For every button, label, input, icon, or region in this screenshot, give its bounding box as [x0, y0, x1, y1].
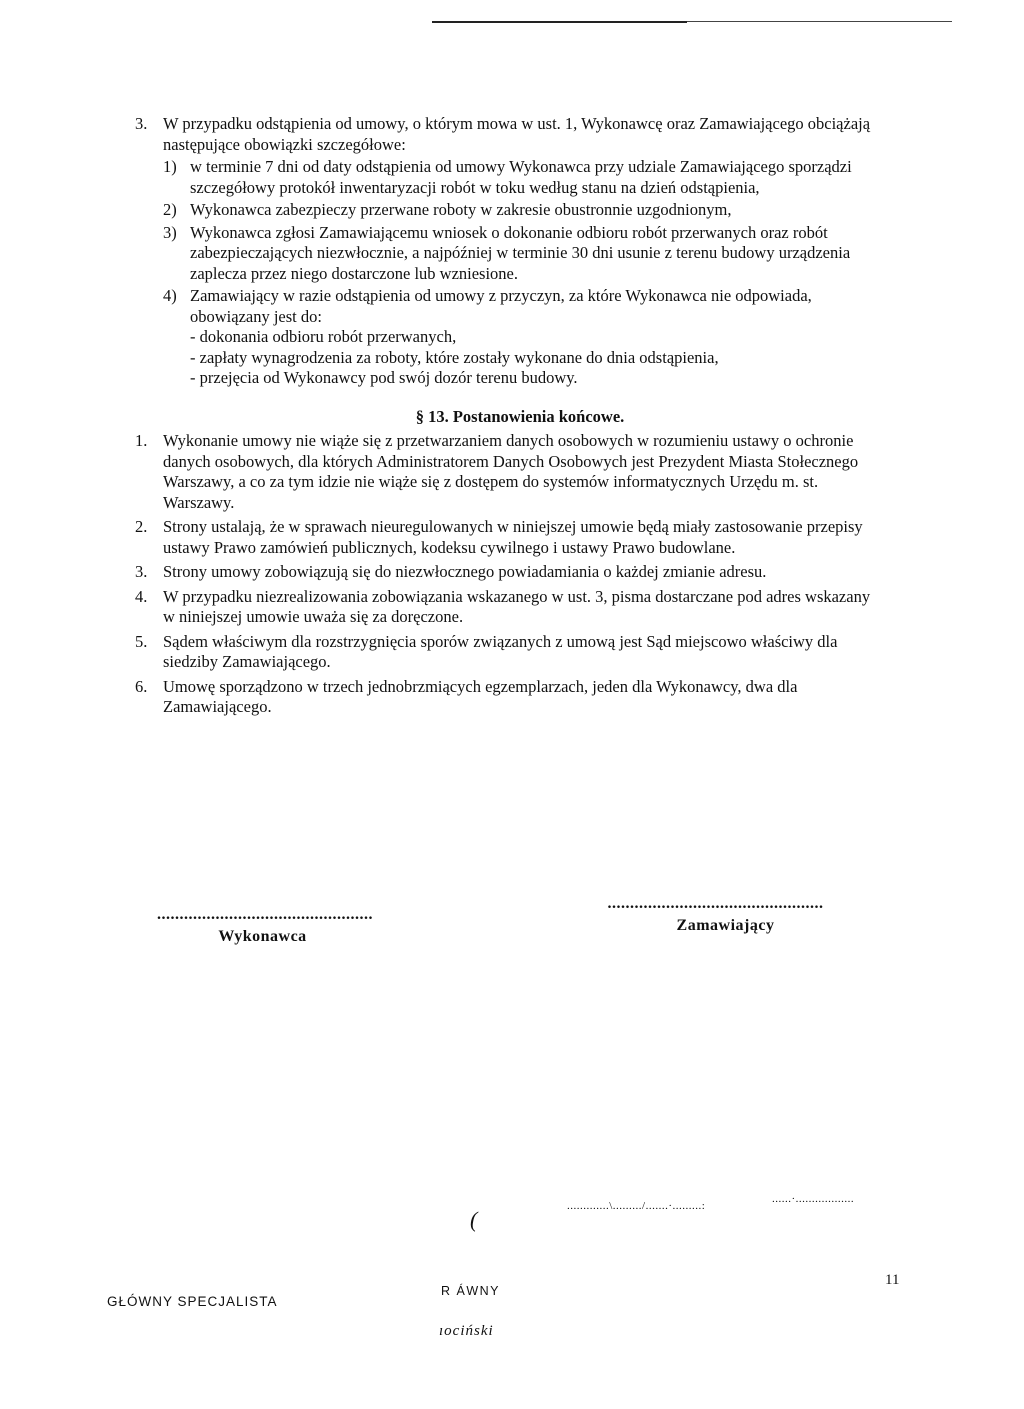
list-item-text: Umowę sporządzono w trzech jednobrzmiących egzemplarzach, jeden dla Wykonawcy, dwa dla Zamawiającego.	[163, 676, 798, 716]
list-item-text: Wykonawca zgłosi Zamawiającemu wniosek o dokonanie odbioru robót przerwanych oraz robót zabezpieczających niezwłocznie, a najpóźniej w terminie 30 dni usunie z terenu budowy urządzenia zaplecza przez niego dostarczone lub wzniesione.	[190, 222, 851, 283]
list-item	[135, 632, 885, 673]
footer-stamp-name: ıociński	[439, 1323, 494, 1339]
list-item-text: Strony ustalają, że w sprawach nieuregulowanych w niniejszej umowie będą miały zastosowanie przepisy ustawy Prawo zamówień publicznych, kodeksu cywilnego i ustawy Prawo budowlane.	[163, 517, 863, 557]
list-item-number: 4)	[163, 286, 177, 305]
list-item-text: W przypadku niezrealizowania zobowiązania wskazanego w ust. 3, pisma dostarczane pod adres wskazany w niniejszej umowie uważa się za doręczone.	[163, 586, 871, 626]
list-item	[163, 200, 885, 221]
list-item	[135, 431, 885, 513]
list-item-number: 1.	[135, 431, 148, 450]
signature-label: Zamawiający	[676, 917, 775, 934]
list-item-text: Wykonanie umowy nie wiąże się z przetwarzaniem danych osobowych w rozumieniu ustawy o ochronie danych osobowych, dla których Administratorem Danych Osobowych jest Prezydent Miasta Stołecznego Warszawy, a co za tym idzie nie wiąże się z dostępem do systemów informatycznych Urzędu m. st. Warszawy.	[163, 431, 859, 512]
page-number: 11	[885, 1272, 900, 1288]
dash-item: - dokonania odbioru robót przerwanych,	[190, 327, 457, 346]
dash-item: - zapłaty wynagrodzenia za roboty, które zostały wykonane do dnia odstąpienia,	[190, 347, 719, 367]
stamp-dotted-line: ......·..................	[772, 1193, 855, 1205]
footer-stamp-partial: R ÁWNY	[441, 1284, 500, 1298]
section-3-intro: W przypadku odstąpienia od umowy, o którym mowa w ust. 1, Wykonawcę oraz Zamawiającego obciążają następujące obowiązki szczegółowe:	[163, 114, 871, 154]
section-3-number: 3.	[135, 114, 148, 133]
signature-label: Wykonawca	[218, 928, 307, 945]
list-item-number: 1)	[163, 157, 177, 176]
signature-line: ................................................	[607, 895, 824, 912]
list-item	[163, 223, 885, 285]
list-item	[135, 677, 885, 718]
top-rule-thick	[432, 21, 687, 23]
list-item-text: Wykonawca zabezpieczy przerwane roboty w zakresie obustronnie uzgodnionym,	[190, 200, 732, 219]
list-item-number: 6.	[135, 676, 148, 696]
list-item-number: 5.	[135, 631, 148, 651]
list-item	[135, 562, 885, 583]
list-item-number: 3.	[135, 562, 148, 581]
list-item-text: Sądem właściwym dla rozstrzygnięcia sporów związanych z umową jest Sąd miejscowo właściwy dla siedziby Zamawiającego.	[163, 631, 838, 671]
footer-stamp-title: GŁÓWNY SPECJALISTA	[107, 1294, 278, 1309]
signature-block-client	[593, 895, 838, 935]
list-item-text: Zamawiający w razie odstąpienia od umowy z przyczyn, za które Wykonawca nie odpowiada, obowiązany jest do:	[190, 286, 812, 326]
list-item	[135, 517, 885, 558]
signature-line: ................................................	[157, 906, 373, 923]
list-item	[163, 157, 885, 198]
list-item-number: 4.	[135, 586, 148, 606]
list-item-number: 3)	[163, 222, 177, 242]
section-3-items	[135, 157, 885, 389]
final-provisions-list	[135, 431, 885, 718]
stamp-dotted-line: .............\........./.......·.........:	[567, 1200, 706, 1212]
list-item	[135, 587, 885, 628]
list-item-number: 2.	[135, 517, 148, 536]
list-item	[163, 286, 885, 389]
list-item-text: Strony umowy zobowiązują się do niezwłocznego powiadamiania o każdej zmianie adresu.	[163, 562, 767, 581]
dash-item: - przejęcia od Wykonawcy pod swój dozór terenu budowy.	[190, 368, 578, 387]
list-item-number: 2)	[163, 200, 177, 219]
signature-block-contractor	[140, 906, 390, 946]
section-heading: § 13. Postanowienia końcowe.	[415, 406, 625, 426]
section-3	[135, 114, 885, 155]
document-body	[135, 114, 885, 718]
list-item-text: w terminie 7 dni od daty odstąpienia od umowy Wykonawca przy udziale Zamawiającego sporządzi szczegółowy protokół inwentaryzacji robót w toku według stanu na dzień odstąpienia,	[190, 157, 852, 197]
stamp-mark: (	[470, 1207, 478, 1232]
